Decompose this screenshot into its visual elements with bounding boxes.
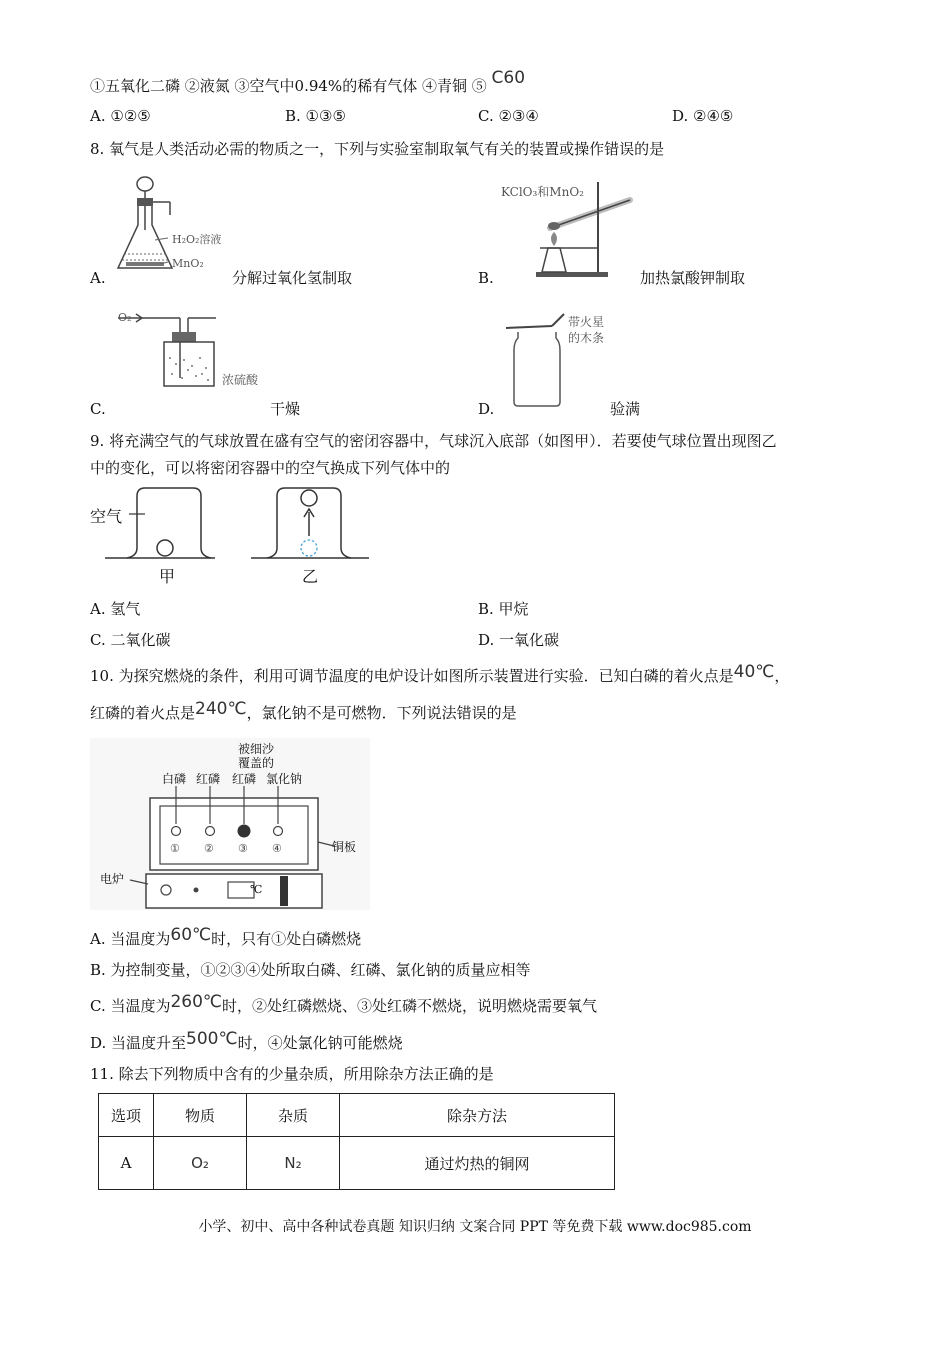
q10-option-c [90, 992, 598, 1016]
q9-stem-line2: 中的变化，可以将密闭容器中的空气换成下列气体中的 [90, 459, 451, 477]
q10-stem-1c: ， [774, 667, 790, 685]
q10-option-d [90, 1029, 403, 1053]
q8-fig-a-label-mno2: MnO₂ [172, 257, 204, 270]
table-cell-substance: O₂ [154, 1137, 247, 1190]
q10-option-a-1: A. 当温度为 [90, 930, 171, 948]
q10-option-a-2: 60℃ [170, 925, 212, 945]
q8-fig-d-label-2: 的木条 [568, 331, 605, 345]
q10-fig-label-plate: 铜板 [332, 840, 357, 854]
q10-fig-furnace [90, 738, 370, 910]
q8-option-d-letter: D. [478, 400, 495, 418]
q9-fig-label-air: 空气 [90, 507, 123, 526]
q10-fig-unit: ℃ [250, 883, 263, 896]
q8-option-b-caption: 加热氯酸钾制取 [640, 269, 746, 287]
table-cell-impurity: N₂ [247, 1137, 340, 1190]
q10-fig-label-2: 红磷 [196, 772, 221, 786]
q9-fig-label-yi: 乙 [302, 567, 319, 586]
q10-option-d-3: 时，④处氯化钠可能燃烧 [237, 1034, 403, 1052]
q10-fig-num-4: ④ [272, 842, 282, 855]
q8-option-c-letter: C. [90, 400, 106, 418]
q10-fig-top-label-1: 被细沙 [238, 742, 275, 756]
page-footer: 小学、初中、高中各种试卷真题 知识归纳 文案合同 PPT 等免费下载 www.doc985.com [198, 1219, 752, 1235]
q10-stem-line1 [90, 662, 790, 686]
q10-fig-label-4: 氯化钠 [266, 772, 303, 786]
q10-stem-line2 [90, 699, 517, 723]
q8-option-d-caption: 验满 [610, 400, 641, 418]
table-cell-method: 通过灼热的铜网 [340, 1137, 615, 1190]
q8-fig-a-label-h2o2: H₂O₂溶液 [172, 233, 222, 246]
q11-table [98, 1093, 615, 1190]
q9-option-c: C. 二氧化碳 [90, 631, 171, 649]
q7-formula: C60 [491, 68, 526, 88]
table-header-impurity: 杂质 [247, 1094, 340, 1137]
q11-stem: 11. 除去下列物质中含有的少量杂质，所用除杂方法正确的是 [90, 1065, 494, 1083]
q10-fig-num-1: ① [170, 842, 180, 855]
q10-stem-2b: 240℃ [195, 699, 247, 719]
table-row [99, 1137, 615, 1190]
q10-fig-num-3: ③ [238, 842, 248, 855]
q10-option-c-2: 260℃ [170, 992, 223, 1012]
q8-fig-d-label-1: 带火星 [568, 315, 605, 329]
q9-stem-line1: 9. 将充满空气的气球放置在盛有空气的密闭容器中，气球沉入底部（如图甲）．若要使气球位置出现图乙 [90, 432, 777, 450]
q9-fig-label-jia: 甲 [159, 567, 176, 586]
q10-option-d-1: D. 当温度升至 [90, 1034, 187, 1052]
q10-option-c-1: C. 当温度为 [90, 997, 171, 1015]
q10-option-a [90, 925, 362, 949]
q10-fig-label-3: 红磷 [232, 772, 257, 786]
table-header-row [99, 1094, 615, 1137]
q10-stem-1b: 40℃ [733, 662, 775, 682]
q10-stem-2c: ，氯化钠不是可燃物．下列说法错误的是 [246, 704, 517, 722]
q8-stem: 8. 氧气是人类活动必需的物质之一，下列与实验室制取氧气有关的装置或操作错误的是 [90, 140, 665, 158]
q10-fig-label-1: 白磷 [162, 772, 187, 786]
table-header-method: 除杂方法 [340, 1094, 615, 1137]
q10-fig-label-furnace: 电炉 [100, 872, 125, 886]
q8-fig-c-label-acid: 浓硫酸 [222, 373, 259, 387]
q9-fig-containers [105, 484, 375, 562]
q10-option-c-3: 时，②处红磷燃烧、③处红磷不燃烧，说明燃烧需要氧气 [222, 997, 598, 1015]
q7-items [90, 68, 526, 96]
q9-option-a: A. 氢气 [90, 600, 141, 618]
q10-option-a-3: 时，只有①处白磷燃烧 [211, 930, 362, 948]
q8-option-b-letter: B. [478, 269, 494, 287]
q7-option-a: A. ①②⑤ [90, 107, 151, 125]
table-header-substance: 物质 [154, 1094, 247, 1137]
q7-items-text: ①五氧化二磷 ②液氮 ③空气中0.94%的稀有气体 ④青铜 ⑤ [90, 77, 487, 95]
q8-option-a-caption: 分解过氧化氢制取 [232, 269, 353, 287]
q10-option-d-2: 500℃ [186, 1029, 238, 1049]
table-cell-option: A [99, 1137, 154, 1190]
q7-option-b: B. ①③⑤ [285, 107, 346, 125]
q8-option-a-letter: A. [90, 269, 106, 287]
q9-option-d: D. 一氧化碳 [478, 631, 560, 649]
q9-option-b: B. 甲烷 [478, 600, 529, 618]
q8-option-c-caption: 干燥 [270, 400, 301, 418]
q7-option-c: C. ②③④ [478, 107, 539, 125]
q10-stem-2a: 红磷的着火点是 [90, 704, 196, 722]
q10-fig-num-2: ② [204, 842, 214, 855]
q7-option-d: D. ②④⑤ [672, 107, 734, 125]
q8-fig-b-label: KClO₃和MnO₂ [501, 185, 584, 199]
q8-fig-c-label-o2: O₂ [118, 311, 132, 324]
q10-stem-1a: 10. 为探究燃烧的条件，利用可调节温度的电炉设计如图所示装置进行实验．已知白磷的着火点是 [90, 667, 734, 685]
q10-option-b: B. 为控制变量，①②③④处所取白磷、红磷、氯化钠的质量应相等 [90, 961, 531, 979]
q10-fig-top-label-2: 覆盖的 [238, 756, 275, 770]
table-header-option: 选项 [99, 1094, 154, 1137]
